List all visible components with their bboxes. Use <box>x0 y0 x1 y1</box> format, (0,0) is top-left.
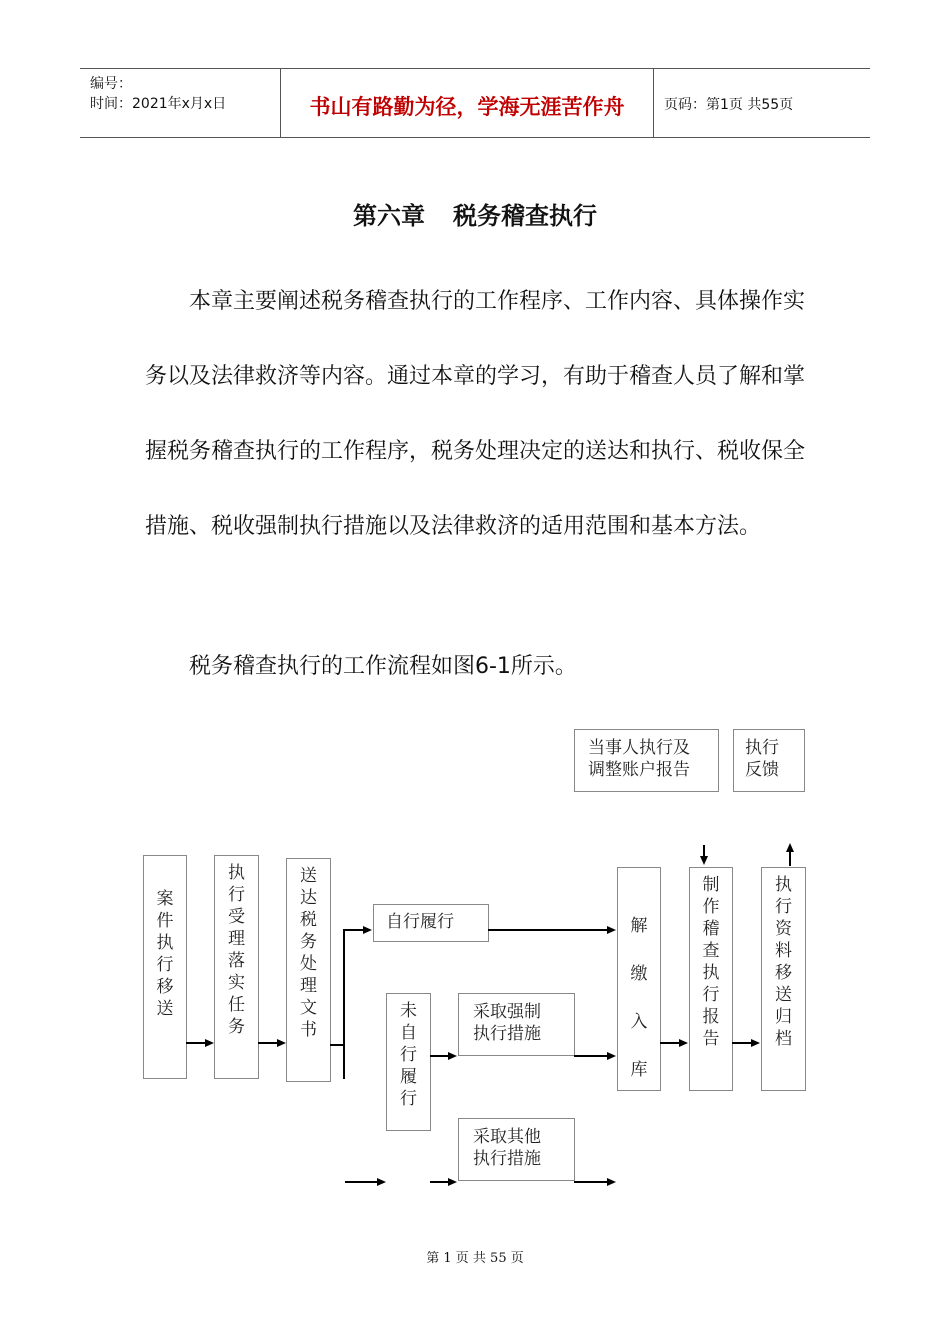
pay-treasury-char: 缴 <box>630 964 648 984</box>
other-measures-line: 采取其他 <box>473 1127 541 1147</box>
make-report-char: 稽 <box>702 919 720 939</box>
case-transfer-char: 件 <box>156 911 174 931</box>
archive-char: 资 <box>775 919 792 939</box>
accept-task-char: 任 <box>228 995 245 1015</box>
self-perform-label: 自行履行 <box>386 912 454 932</box>
arrowhead <box>205 1039 214 1047</box>
pay-treasury-char: 库 <box>630 1060 648 1080</box>
header-motto: 书山有路勤为径，学海无涯苦作舟 <box>309 95 625 119</box>
feedback-box <box>733 729 805 792</box>
not-self-perform-char: 行 <box>400 1045 417 1065</box>
branch-line <box>343 929 345 1079</box>
case-transfer-char: 案 <box>156 889 174 909</box>
archive-box <box>761 867 806 1091</box>
arrowhead <box>607 1052 616 1060</box>
header-page-label: 页码：第1页 共55页 <box>664 97 794 113</box>
serve-document-box <box>286 858 331 1082</box>
archive-char: 送 <box>775 985 792 1005</box>
accept-task-char: 理 <box>228 929 245 949</box>
make-report-char: 执 <box>702 963 720 983</box>
pay-into-treasury-box <box>617 867 661 1091</box>
serve-document-char: 文 <box>300 998 317 1018</box>
make-report-char: 查 <box>702 941 720 961</box>
connector-line <box>574 1055 608 1057</box>
arrowhead <box>607 926 616 934</box>
accept-task-char: 落 <box>228 951 245 971</box>
connector-line <box>574 1181 608 1183</box>
archive-char: 执 <box>775 875 792 895</box>
archive-char: 移 <box>775 963 792 983</box>
accept-task-char: 受 <box>228 907 245 927</box>
archive-char: 归 <box>775 1007 792 1027</box>
connector-line <box>789 851 791 866</box>
connector-line <box>330 1044 344 1046</box>
chapter-number: 第六章 <box>353 202 425 230</box>
accept-task-char: 实 <box>228 973 245 993</box>
party-report-box <box>574 729 719 792</box>
party-report-line: 调整账户报告 <box>588 760 690 780</box>
accept-task-char: 行 <box>228 885 245 905</box>
connector-line <box>660 1042 680 1044</box>
connector-line <box>732 1042 752 1044</box>
not-self-perform-char: 未 <box>400 1001 417 1021</box>
header-meta-cell <box>80 69 281 137</box>
pay-treasury-char: 入 <box>630 1012 648 1032</box>
serve-document-char: 达 <box>300 888 317 908</box>
arrowhead <box>448 1178 457 1186</box>
serve-document-char: 税 <box>300 910 317 930</box>
other-measures-line: 执行措施 <box>473 1149 541 1169</box>
arrowhead <box>700 856 708 865</box>
archive-char: 行 <box>775 897 792 917</box>
not-self-perform-char: 行 <box>400 1089 417 1109</box>
chapter-name: 税务稽查执行 <box>453 202 597 230</box>
party-report-line: 当事人执行及 <box>588 738 690 758</box>
self-perform-box <box>373 904 489 942</box>
figure-reference-paragraph: 税务稽查执行的工作流程如图6-1所示。 <box>189 654 577 679</box>
connector-line <box>345 1181 378 1183</box>
connector-line <box>258 1042 278 1044</box>
arrowhead <box>448 1052 457 1060</box>
make-report-char: 告 <box>702 1029 720 1049</box>
force-measures-line: 执行措施 <box>473 1024 541 1044</box>
connector-line <box>430 1055 449 1057</box>
feedback-line: 执行 <box>745 738 779 758</box>
serve-document-char: 书 <box>300 1020 317 1040</box>
not-self-perform-box <box>386 993 431 1131</box>
make-report-char: 行 <box>702 985 720 1005</box>
arrowhead <box>363 926 372 934</box>
arrowhead <box>277 1039 286 1047</box>
case-transfer-char: 移 <box>156 977 174 997</box>
case-transfer-box <box>143 855 187 1079</box>
case-transfer-char: 送 <box>156 999 174 1019</box>
connector-line <box>186 1042 206 1044</box>
accept-task-box <box>214 855 259 1079</box>
make-report-char: 制 <box>702 875 720 895</box>
page-footer: 第 1 页 共 55 页 <box>426 1251 524 1266</box>
connector-line <box>343 929 364 931</box>
other-measures-box <box>458 1118 575 1181</box>
not-self-perform-char: 履 <box>400 1067 417 1087</box>
case-transfer-char: 行 <box>156 955 174 975</box>
serve-document-char: 送 <box>300 866 317 886</box>
page-header <box>80 68 870 138</box>
chapter-title <box>0 196 950 231</box>
archive-char: 档 <box>775 1029 792 1049</box>
arrowhead <box>377 1178 386 1186</box>
accept-task-char: 务 <box>228 1017 245 1037</box>
not-self-perform-char: 自 <box>400 1023 417 1043</box>
pay-treasury-char: 解 <box>630 916 648 936</box>
serve-document-char: 理 <box>300 976 317 996</box>
intro-paragraph: 本章主要阐述税务稽查执行的工作程序、工作内容、具体操作实务以及法律救济等内容。通过本章的学习，有助于稽查人员了解和掌握税务稽查执行的工作程序，税务处理决定的送达和执行、税收保全措施、税收强制执行措施以及法律救济的适用范围和基本方法。 <box>145 289 806 539</box>
accept-task-char: 执 <box>228 863 245 883</box>
connector-line <box>488 929 608 931</box>
make-report-box <box>689 867 733 1091</box>
time-label: 时间：2021年x月x日 <box>90 96 227 112</box>
make-report-char: 报 <box>702 1007 720 1027</box>
force-measures-line: 采取强制 <box>473 1002 541 1022</box>
arrowhead <box>751 1039 760 1047</box>
serve-document-char: 务 <box>300 932 317 952</box>
make-report-char: 作 <box>702 897 720 917</box>
force-measures-box <box>458 993 575 1056</box>
case-transfer-char: 执 <box>156 933 174 953</box>
feedback-line: 反馈 <box>745 760 779 780</box>
archive-char: 料 <box>775 941 792 961</box>
serve-document-char: 处 <box>300 954 317 974</box>
arrowhead <box>607 1178 616 1186</box>
number-label: 编号： <box>90 76 132 92</box>
connector-line <box>430 1181 449 1183</box>
header-motto-cell <box>281 69 654 137</box>
header-page-cell <box>654 69 870 137</box>
arrowhead <box>679 1039 688 1047</box>
